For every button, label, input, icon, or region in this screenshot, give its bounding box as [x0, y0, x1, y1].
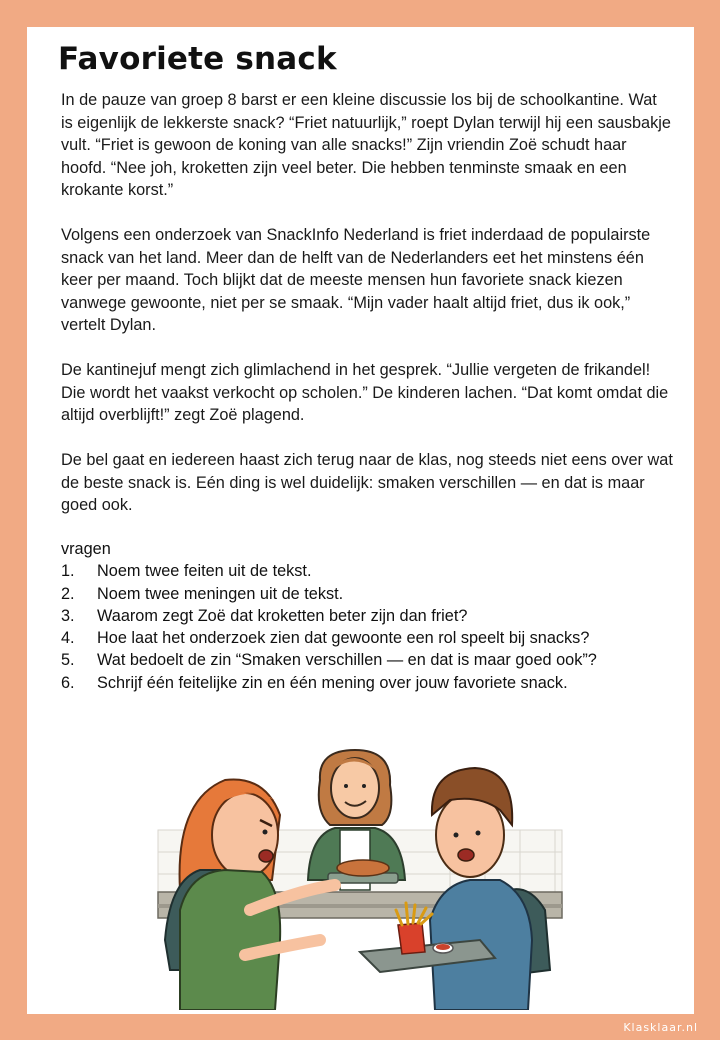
question-item	[61, 672, 681, 694]
story-paragraph: Volgens een onderzoek van SnackInfo Nederland is friet inderdaad de populairste snack van het land. Meer dan de helft van de Nederlanders eet het minstens één keer per maand. Toch blijkt dat de meeste mensen hun favoriete snack kiezen vanwege gewoonte, niet per se smaak. “Mijn vader haalt altijd friet, dus ik ook,” vertelt Dylan.	[61, 226, 651, 334]
questions-list	[61, 560, 681, 694]
page-title: Favoriete snack	[58, 41, 337, 77]
question-item	[61, 560, 681, 582]
question-number: 2.	[61, 584, 75, 603]
story-paragraph: In de pauze van groep 8 barst er een kleine discussie los bij de schoolkantine. Wat is eigenlijk de lekkerste snack? “Friet natuurlijk,” roept Dylan terwijl hij een sausbakje vult. “Friet is gewoon de koning van alle snacks!” Zijn vriendin Zoë schudt haar hoofd. “Nee joh, kroketten zijn veel beter. Die hebben tenminste smaak en een krokante korst.”	[61, 91, 671, 199]
question-text: Wat bedoelt de zin “Smaken verschillen — en dat is maar goed ook”?	[97, 651, 597, 670]
story-paragraph: De bel gaat en iedereen haast zich terug naar de klas, nog steeds niet eens over wat de beste snack is. Eén ding is wel duidelijk: smaken verschillen — en dat is maar goed ook.	[61, 451, 673, 514]
question-number: 3.	[61, 606, 75, 625]
cafeteria-lady	[308, 750, 405, 890]
girl-zoe	[165, 779, 335, 1010]
question-number: 5.	[61, 651, 75, 670]
question-text: Noem twee feiten uit de tekst.	[97, 562, 312, 581]
question-number: 4.	[61, 629, 75, 648]
question-text: Hoe laat het onderzoek zien dat gewoonte een rol speelt bij snacks?	[97, 629, 590, 648]
cafeteria-scene-illustration	[150, 740, 570, 1010]
question-number: 6.	[61, 673, 75, 692]
brand-watermark: Klasklaar.nl	[623, 1021, 698, 1034]
questions-section	[61, 538, 681, 694]
question-item	[61, 605, 681, 627]
questions-heading: vragen	[61, 540, 111, 558]
story-paragraph: De kantinejuf mengt zich glimlachend in het gesprek. “Jullie vergeten de frikandel! Die wordt het vaakst verkocht op scholen.” De kinderen lachen. “Dat komt omdat die altijd overblijft!” zegt Zoë plagend.	[61, 361, 669, 424]
question-text: Noem twee meningen uit de tekst.	[97, 584, 344, 603]
question-item	[61, 627, 681, 649]
story-text	[61, 89, 673, 539]
question-text: Schrijf één feitelijke zin en één mening over jouw favoriete snack.	[97, 673, 568, 692]
question-text: Waarom zegt Zoë dat kroketten beter zijn dan friet?	[97, 606, 468, 625]
question-item	[61, 649, 681, 671]
worksheet-panel	[27, 27, 694, 1014]
question-item	[61, 583, 681, 605]
question-number: 1.	[61, 562, 75, 581]
